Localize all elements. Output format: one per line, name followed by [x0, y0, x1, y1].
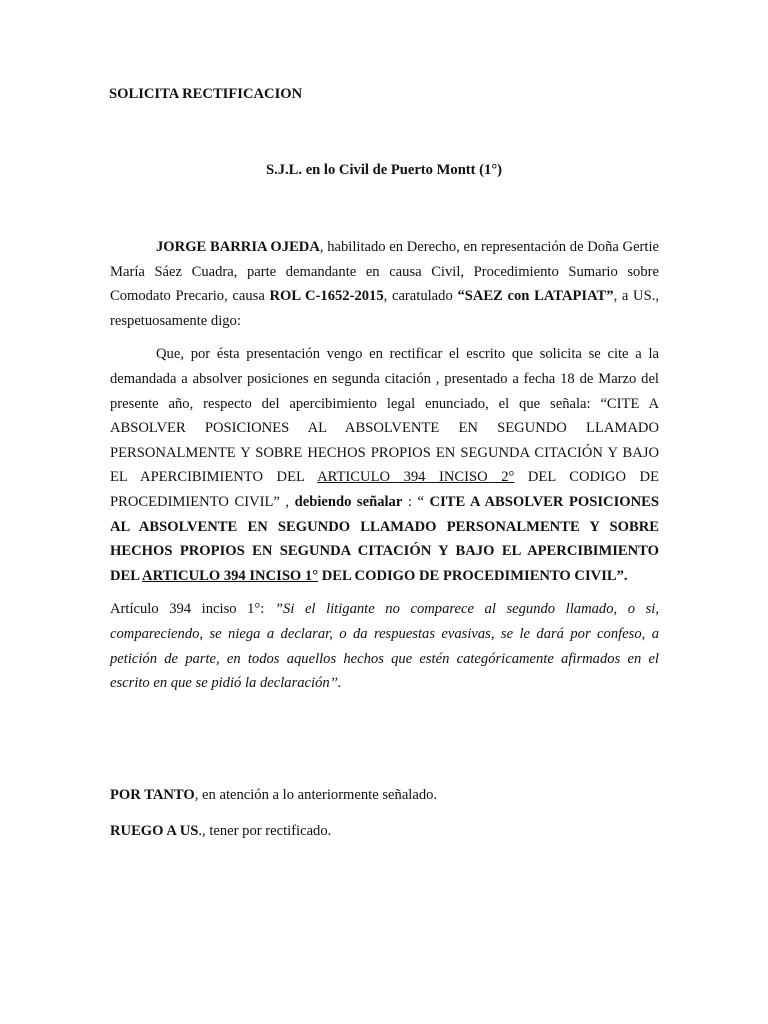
paragraph-rectification [110, 342, 659, 588]
debiendo-senalar: debiendo señalar [294, 493, 403, 510]
correct-text-2: DEL CODIGO DE PROCEDIMIENTO CIVIL”. [318, 567, 628, 584]
document-body [110, 235, 659, 696]
paragraph-article [110, 597, 659, 695]
por-tanto [110, 787, 437, 804]
article-wrong: ARTICULO 394 INCISO 2° [317, 469, 515, 486]
rectification-text-1: Que, por ésta presentación vengo en rectificar el escrito que solicita se cite a la demandada a absolver posiciones en segunda citación , presentado a fecha 18 de Marzo del presente año, respecto del apercibimiento legal enunciado, el que señala: “CITE A ABSOLVER POSICIONES AL ABSOLVENTE EN SEGUNDO LLAMADO PERSONALMENTE Y SOBRE HECHOS PROPIOS EN SEGUNDA CITACIÓN Y BAJO EL APERCIBIMIENTO DEL [110, 346, 659, 486]
correct-text-1: CITE A ABSOLVER POSICIONES AL ABSOLVENTE EN SEGUNDO LLAMADO PERSONALMENTE Y SOBRE HECHOS PROPIOS EN SEGUNDA CITACIÓN Y BAJO EL APERCIBIMIENTO DEL [110, 493, 659, 584]
rectification-text-2: DEL CODIGO DE PROCEDIMIENTO CIVIL” , [110, 469, 660, 510]
case-rol: ROL C-1652-2015 [269, 288, 384, 305]
court-heading: S.J.L. en lo Civil de Puerto Montt (1°) [265, 162, 503, 178]
ruego-text: ., tener por rectificado. [198, 823, 332, 839]
intro-text-3: , a US., respetuosamente digo: [110, 288, 659, 329]
ruego-label: RUEGO A US [110, 823, 199, 839]
ruego [110, 823, 331, 840]
por-tanto-text: , en atención a lo anteriormente señalado. [194, 787, 438, 803]
por-tanto-label: POR TANTO [110, 787, 195, 803]
rectification-text-3: : “ [402, 493, 430, 510]
document-title: SOLICITA RECTIFICACION [109, 86, 303, 102]
paragraph-intro [110, 235, 659, 333]
article-right: ARTICULO 394 INCISO 1° [142, 567, 319, 584]
lawyer-name: JORGE BARRIA OJEDA [156, 239, 320, 255]
intro-text-1: , habilitado en Derecho, en representación de Doña Gertie María Sáez Cuadra, parte demandante en causa Civil, Procedimiento Sumario sobre Comodato Precario, causa [110, 239, 660, 305]
intro-text-2: , caratulado [383, 288, 458, 305]
case-caption: “SAEZ con LATAPIAT” [457, 288, 614, 305]
article-lead: Artículo 394 inciso 1°: [110, 601, 275, 618]
article-quote: ”Si el litigante no comparece al segundo llamado, o si, compareciendo, se niega a declarar, o da respuestas evasivas, se le dará por confeso, a petición de parte, en todos aquellos hechos que estén categóricamente afirmados en el escrito en que se pidió la declaración’’. [110, 601, 659, 692]
